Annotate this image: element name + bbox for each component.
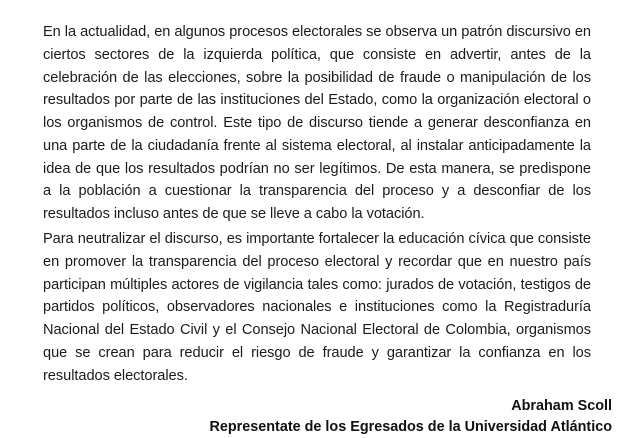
signature-name: Abraham Scoll (511, 398, 612, 414)
paragraph-2: Para neutralizar el discurso, es importante fortalecer la educación cívica que consiste en promover la transparencia del proceso electoral y recordar que en nuestro país participan múltiples actores de vigilancia tales como: jurados de votación, testigos de partidos políticos, observadores nacionales e instituciones como la Registraduría Nacional del Estado Civil y el Consejo Nacional Electoral de Colombia, organismos que se crean para reducir el riesgo de fraude y garantizar la confianza en los resultados electorales. (43, 231, 591, 384)
signature-role: Representate de los Egresados de la Universidad Atlántico (209, 419, 612, 435)
signature-block (209, 396, 612, 438)
paragraph-1: En la actualidad, en algunos procesos electorales se observa un patrón discursivo en ciertos sectores de la izquierda política, que consiste en advertir, antes de la celebración de las elecciones, sobre la posibilidad de fraude o manipulación de los resultados por parte de las instituciones del Estado, como la organización electoral o los organismos de control. Este tipo de discurso tiende a generar desconfianza en una parte de la ciudadanía frente al sistema electoral, al instalar anticipadamente la idea de que los resultados podrían no ser legítimos. De esta manera, se predispone a la población a cuestionar la transparencia del proceso y a desconfiar de los resultados incluso antes de que se lleve a cabo la votación. (43, 24, 591, 222)
